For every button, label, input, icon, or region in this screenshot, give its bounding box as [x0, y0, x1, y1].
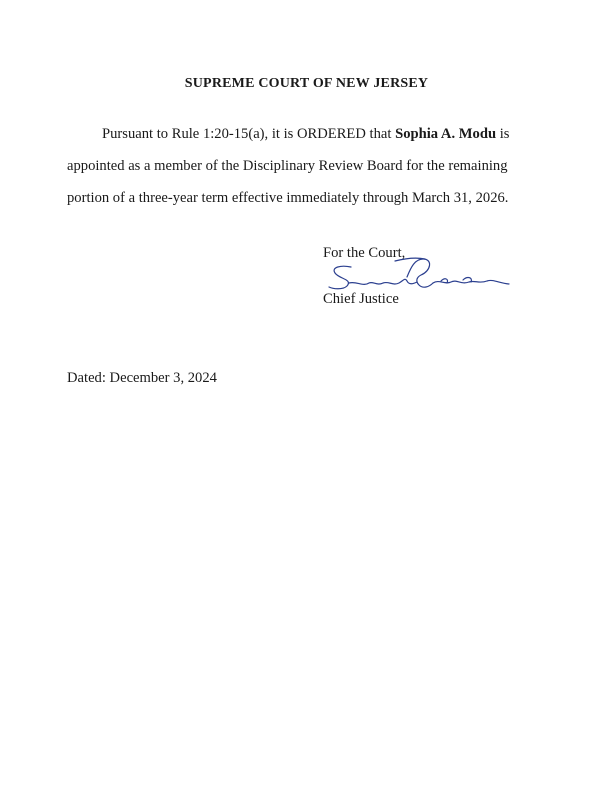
- appointee-name: Sophia A. Modu: [395, 126, 497, 142]
- order-line-1-suffix: is: [496, 126, 510, 142]
- signature-block: [323, 243, 406, 307]
- order-line-2: appointed as a member of the Disciplinary Review Board for the remaining: [67, 158, 508, 174]
- order-line-3: portion of a three-year term effective immediately through March 31, 2026.: [67, 190, 509, 206]
- dated-line: Dated: December 3, 2024: [67, 370, 217, 386]
- order-line-1: [67, 118, 547, 150]
- chief-justice-title: Chief Justice: [323, 291, 399, 307]
- order-paragraph: [67, 118, 547, 214]
- court-title: SUPREME COURT OF NEW JERSEY: [184, 76, 429, 91]
- for-the-court-label: For the Court,: [323, 245, 406, 261]
- order-line-1-prefix: Pursuant to Rule 1:20-15(a), it is ORDERED that: [102, 126, 396, 142]
